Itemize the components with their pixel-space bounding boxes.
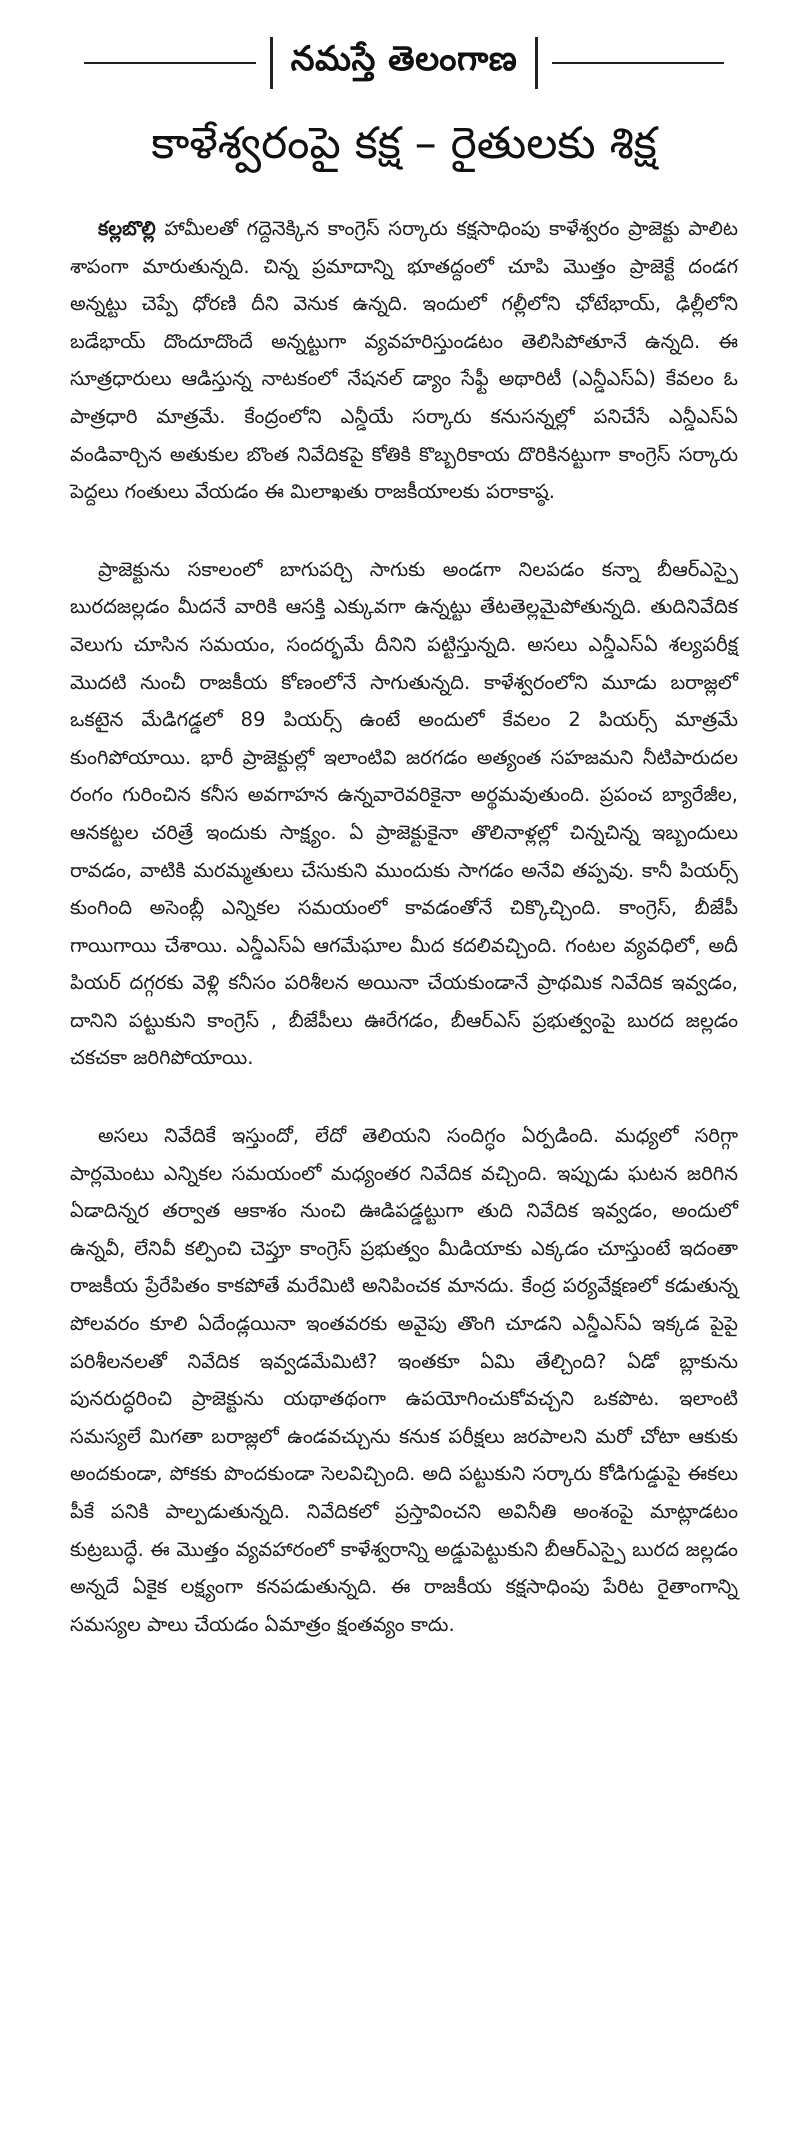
- article-paragraph-1: [70, 210, 738, 511]
- newspaper-brand: నమస్తే తెలంగాణ: [270, 37, 539, 89]
- article-paragraph-1-text: హామీలతో గద్దెనెక్కిన కాంగ్రెస్ సర్కారు కక్షసాధింపు కాళేశ్వరం ప్రాజెక్టు పాలిట శాపంగా మారుతున్నది. చిన్న ప్రమాదాన్ని భూతద్దంలో చూపి మొత్తం ప్రాజెక్టే దండగ అన్నట్టు చెప్పే ధోరణి దీని వెనుక ఉన్నది. ఇందులో గల్లీలోని ఛోటేభాయ్, ఢిల్లీలోని బడేభాయ్ దొందూదొందే అన్నట్టుగా వ్యవహరిస్తుండటం తెలిసిపోతూనే ఉన్నది. ఈ సూత్రధారులు ఆడిస్తున్న నాటకంలో నేషనల్ డ్యాం సేఫ్టీ అథారిటీ (ఎన్డీఎస్ఏ) కేవలం ఓ పాత్రధారి మాత్రమే. కేంద్రంలోని ఎన్డీయే సర్కారు కనుసన్నల్లో పనిచేసే ఎన్డీఎస్ఏ వండివార్చిన అతుకుల బొంత నివేదికపై కోతికి కొబ్బరికాయ దొరికినట్టుగా కాంగ్రెస్ సర్కారు పెద్దలు గంతులు వేయడం ఈ మిలాఖతు రాజకీయాలకు పరాకాష్ఠ.: [70, 217, 738, 504]
- article-body: [70, 210, 738, 1643]
- masthead: [70, 28, 738, 98]
- article-headline: కాళేశ్వరంపై కక్ష – రైతులకు శిక్ష: [151, 118, 657, 169]
- masthead-rule-left: [84, 62, 256, 64]
- article-dateline: కల్లబొల్లి: [98, 217, 156, 240]
- article-paragraph-2: ప్రాజెక్టును సకాలంలో బాగుపర్చి సాగుకు అండగా నిలపడం కన్నా బీఆర్ఎస్పై బురదజల్లడం మీదనే వారికి ఆసక్తి ఎక్కువగా ఉన్నట్టు తేటతెల్లమైపోతున్నది. తుదినివేదిక వెలుగు చూసిన సమయం, సందర్భమే దీనిని పట్టిస్తున్నది. అసలు ఎన్డీఎస్ఏ శల్యపరీక్ష మొదటి నుంచీ రాజకీయ కోణంలోనే సాగుతున్నది. కాళేశ్వరంలోని మూడు బరాజ్లలో ఒకటైన మేడిగడ్డలో 89 పియర్స్ ఉంటే అందులో కేవలం 2 పియర్స్ మాత్రమే కుంగిపోయాయి. భారీ ప్రాజెక్టుల్లో ఇలాంటివి జరగడం అత్యంత సహజమని నీటిపారుదల రంగం గురించిన కనీస అవగాహన ఉన్నవారెవరికైనా అర్థమవుతుంది. ప్రపంచ బ్యారేజీల, ఆనకట్టల చరిత్రే ఇందుకు సాక్ష్యం. ఏ ప్రాజెక్టుకైనా తొలినాళ్లల్లో చిన్నచిన్న ఇబ్బందులు రావడం, వాటికి మరమ్మతులు చేసుకుని ముందుకు సాగడం అనేవి తప్పవు. కానీ పియర్స్ కుంగింది అసెంబ్లీ ఎన్నికల సమయంలో కావడంతోనే చిక్కొచ్చింది. కాంగ్రెస్, బీజేపీ గాయిగాయి చేశాయి. ఎన్డీఎస్ఏ ఆగమేఘాల మీద కదలివచ్చింది. గంటల వ్యవధిలో, అదీ పియర్ దగ్గరకు వెళ్లి కనీసం పరిశీలన అయినా చేయకుండానే ప్రాథమిక నివేదిక ఇవ్వడం, దానిని పట్టుకుని కాంగ్రెస్ , బీజేపీలు ఊరేగడం, బీఆర్ఎస్ ప్రభుత్వంపై బురద జల్లడం చకచకా జరిగిపోయాయి.: [70, 557, 738, 1070]
- masthead-rule-right: [552, 62, 724, 64]
- article-paragraph-3: అసలు నివేదికే ఇస్తుందో, లేదో తెలియని సందిగ్ధం ఏర్పడింది. మధ్యలో సరిగ్గా పార్లమెంటు ఎన్నికల సమయంలో మధ్యంతర నివేదిక వచ్చింది. ఇప్పుడు ఘటన జరిగిన ఏడాదిన్నర తర్వాత ఆకాశం నుంచి ఊడిపడ్డట్టుగా తుది నివేదిక ఇవ్వడం, అందులో ఉన్నవీ, లేనివీ కల్పించి చెప్తూ కాంగ్రెస్ ప్రభుత్వం మీడియాకు ఎక్కడం చూస్తుంటే ఇదంతా రాజకీయ ప్రేరేపితం కాకపోతే మరేమిటి అనిపించక మానదు. కేంద్ర పర్యవేక్షణలో కడుతున్న పోలవరం కూలి ఏదేండ్లయినా ఇంతవరకు అవైపు తొంగి చూడని ఎన్డీఎస్ఏ ఇక్కడ పైపై పరిశీలనలతో నివేదిక ఇవ్వడమేమిటి? ఇంతకూ ఏమి తేల్చింది? ఏడో బ్లాకును పునరుద్ధరించి ప్రాజెక్టును యథాతథంగా ఉపయోగించుకోవచ్చని ఒకపొట. ఇలాంటి సమస్యలే మిగతా బరాజ్లలో ఉండవచ్చును కనుక పరీక్షలు జరపాలని మరో చోటా ఆకుకు అందకుండా, పోకకు పొందకుండా సెలవిచ్చింది. అది పట్టుకుని సర్కారు కోడిగుడ్డుపై ఈకలు పీకే పనికి పాల్పడుతున్నది. నివేదికలో ప్రస్తావించని అవినీతి అంశంపై మాట్లాడటం కుట్రబుద్ధే. ఈ మొత్తం వ్యవహారంలో కాళేశ్వరాన్ని అడ్డుపెట్టుకుని బీఆర్ఎస్పై బురద జల్లడం అన్నదే ఏకైక లక్ష్యంగా కనపడుతున్నది. ఈ రాజకీయ కక్షసాధింపు పేరిట రైతాంగాన్ని సమస్యల పాలు చేయడం ఏమాత్రం క్షంతవ్యం కాదు.: [70, 1124, 738, 1636]
